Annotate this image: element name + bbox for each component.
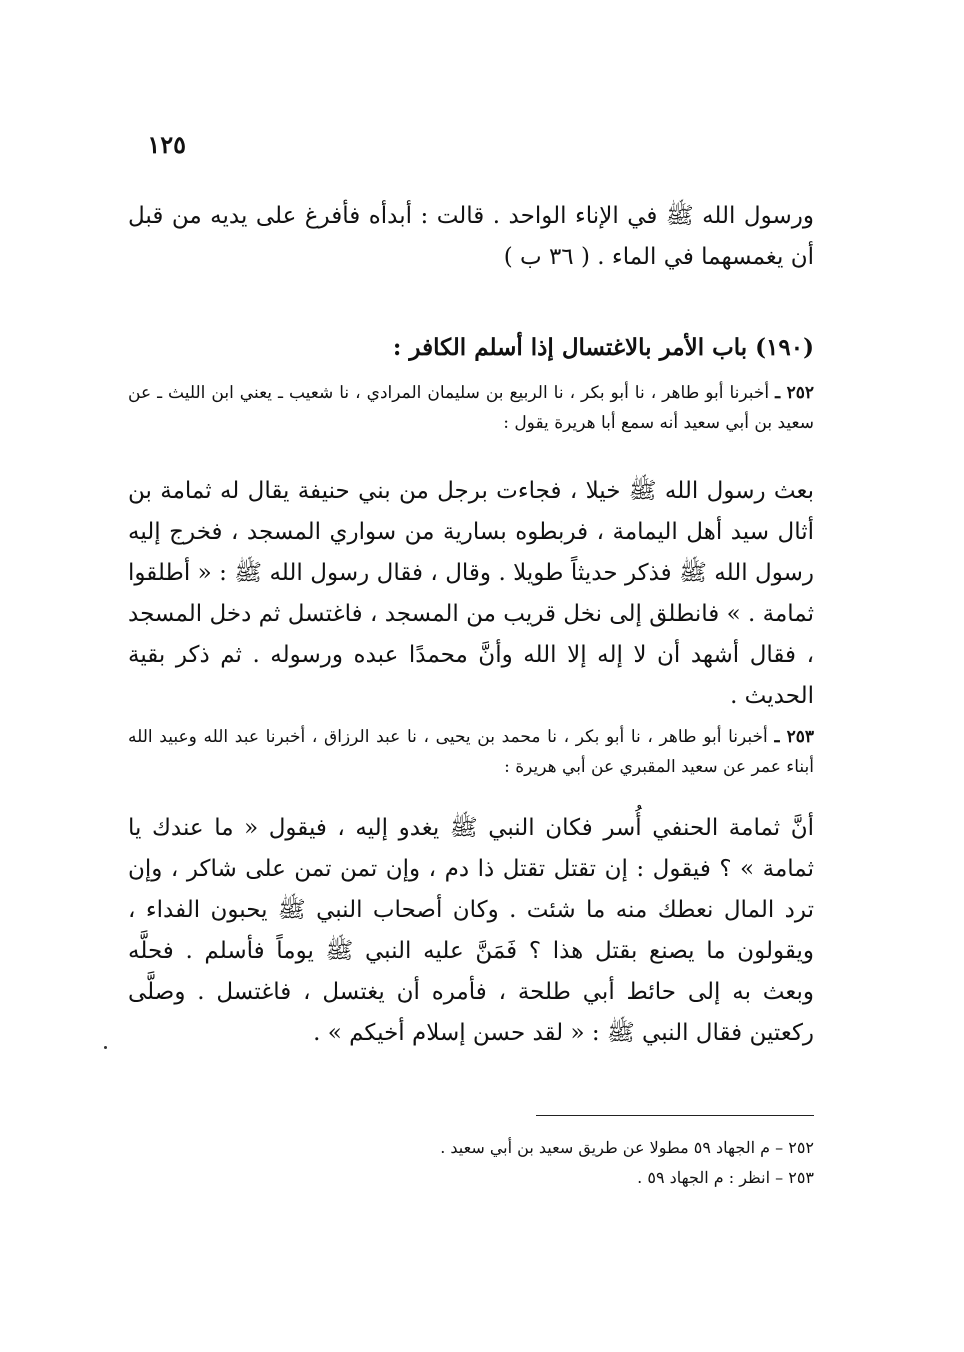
hadith-252-number: ٢٥٢ ـ <box>775 383 815 403</box>
hadith-253-text: أنَّ ثمامة الحنفي أُسر فكان النبي ﷺ يغدو إليه ، فيقول « ما عندك يا ثمامة » ؟ فيقول : إن تقتل تقتل ذا دم ، وإن تمن تمن على شاكر ، وإن ترد المال نعطك منه ما شئت . وكان أصحاب النبي ﷺ يحبون الفداء ، ويقولون ما يصنع بقتل هذا ؟ فَمَنَّ عليه النبي ﷺ يوماً فأسلم . فحلَّه وبعث به إلى حائط أبي طلحة ، فأمره أن يغتسل ، فاغتسل . وصلَّى ركعتين فقال النبي ﷺ : « لقد حسن إسلام أخيكم » . <box>128 815 814 1046</box>
hadith-253-isnad <box>128 722 814 782</box>
scan-speck <box>104 1046 107 1049</box>
hadith-253-chain: أخبرنا أبو طاهر ، نا أبو بكر ، نا محمد بن يحيى ، نا عبد الرزاق ، أخبرنا عبد الله وعبيد الله أبناء عمر عن سعيد المقبري عن أبي هريرة : <box>128 727 814 777</box>
paragraph-continuation: ورسول الله ﷺ في الإناء الواحد . قالت : أبدأه فأفرغ على يديه من قبل أن يغمسهما في الماء . ( ٣٦ ب ) <box>128 203 814 270</box>
hadith-252-text: بعث رسول الله ﷺ خيلا ، فجاءت برجل من بني حنيفة يقال له ثمامة بن أثال سيد أهل اليمامة ، فربطوه بسارية من سواري المسجد ، فخرج إليه رسول الله ﷺ فذكر حديثاً طويلا . وقال ، فقال رسول الله ﷺ : « أطلقوا ثمامة . » فانطلق إلى نخل قريب من المسجد ، فاغتسل ثم دخل المسجد ، فقال أشهد أن لا إله إلا الله وأنَّ محمدًا عبده ورسوله . ثم ذكر بقية الحديث . <box>128 478 814 709</box>
hadith-252-isnad <box>128 378 814 438</box>
footnote-separator <box>536 1115 814 1116</box>
page-number: ١٢٥ <box>147 130 186 159</box>
hadith-252-chain: أخبرنا أبو طاهر ، نا أبو بكر ، نا الربيع بن سليمان المرادي ، نا شعيب ـ يعني ابن الليث ـ عن سعيد بن أبي سعيد أنه سمع أبا هريرة يقول : <box>128 383 814 433</box>
chapter-heading: (١٩٠) باب الأمر بالاغتسال إذا أسلم الكافر : <box>392 334 814 361</box>
footnote-252: ٢٥٢ – م الجهاد ٥٩ مطولا عن طريق سعيد بن أبي سعيد . <box>440 1138 814 1157</box>
footnotes <box>440 1133 814 1193</box>
hadith-253-number: ٢٥٣ ـ <box>774 727 814 747</box>
footnote-253: ٢٥٣ – انظر : م الجهاد ٥٩ . <box>637 1168 814 1187</box>
